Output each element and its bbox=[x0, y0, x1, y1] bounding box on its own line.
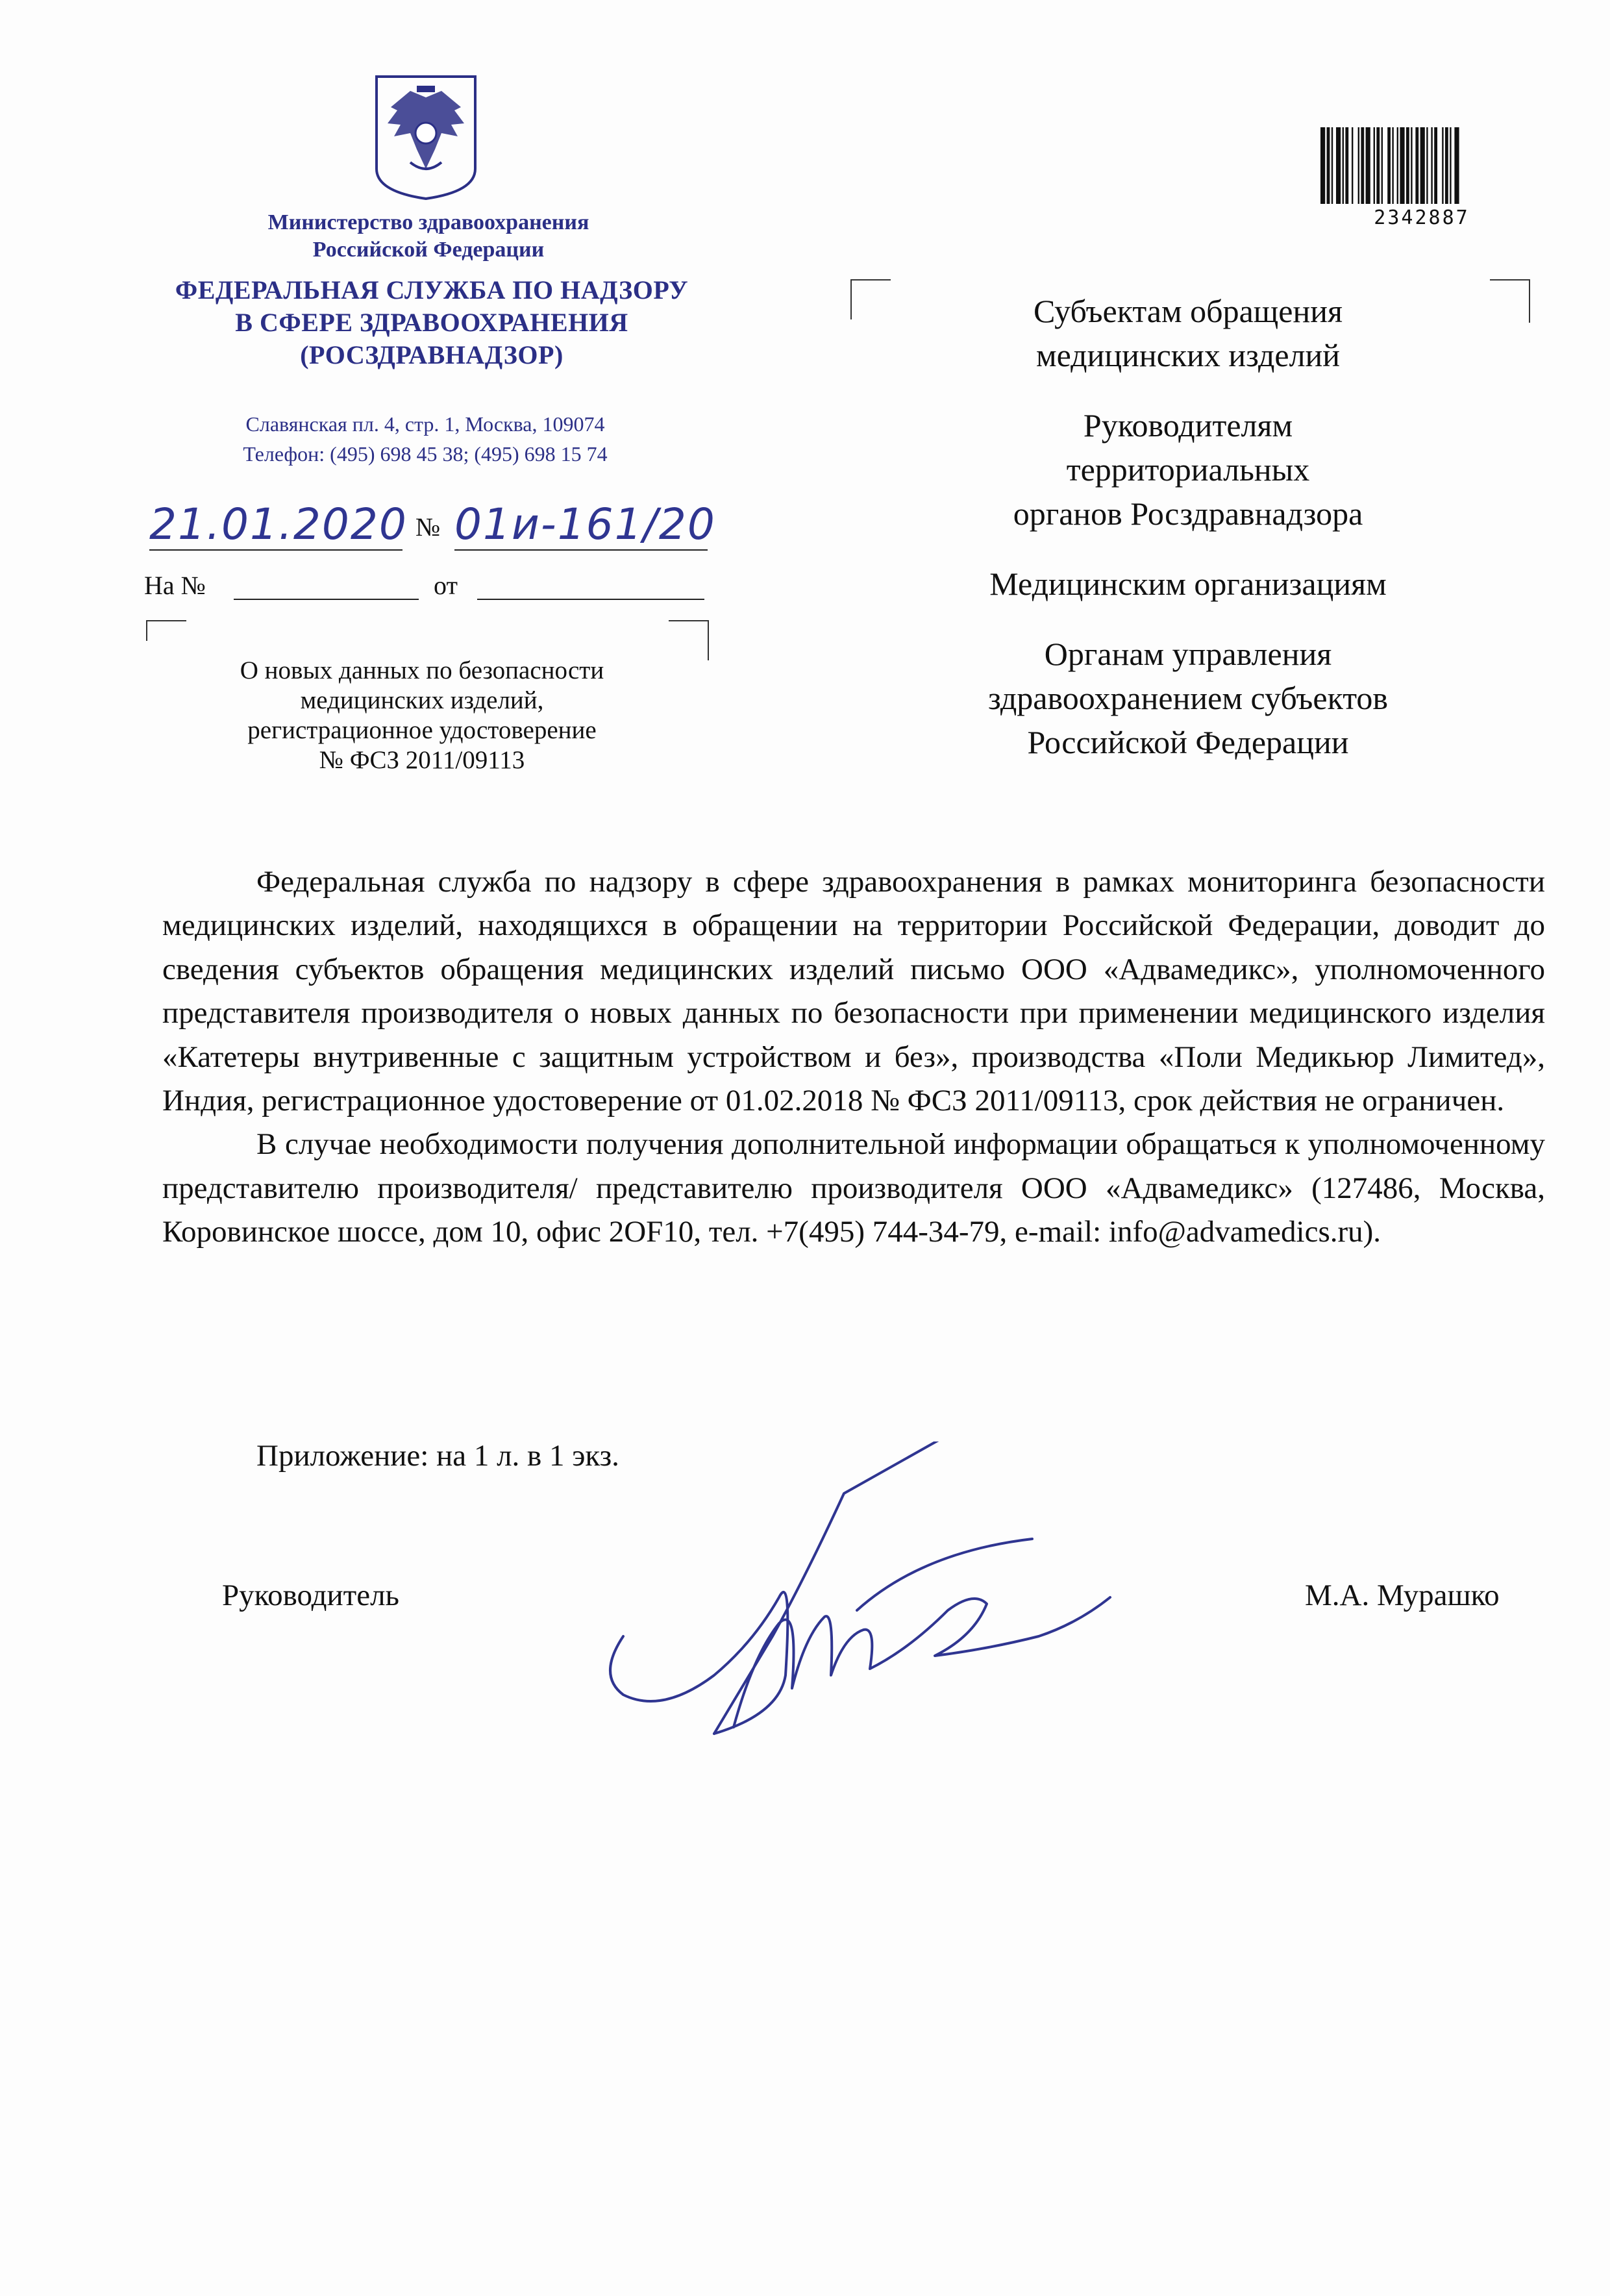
service-line-2: В СФЕРЕ ЗДРАВООХРАНЕНИЯ bbox=[235, 308, 628, 337]
subject-line-2: медицинских изделий, bbox=[300, 686, 544, 714]
letter-body bbox=[162, 860, 1545, 1254]
service-line-1: ФЕДЕРАЛЬНАЯ СЛУЖБА ПО НАДЗОРУ bbox=[175, 275, 689, 305]
signer-name: М.А. Мурашко bbox=[1305, 1578, 1500, 1612]
russian-coat-of-arms-icon bbox=[371, 71, 480, 201]
barcode-bar bbox=[1358, 127, 1359, 204]
reg-number: 01и-161/20 bbox=[454, 499, 716, 549]
subject-line-1: О новых данных по безопасности bbox=[240, 656, 604, 684]
subject-line-4: № ФСЗ 2011/09113 bbox=[319, 746, 525, 774]
phone: Телефон: (495) 698 45 38; (495) 698 15 74 bbox=[243, 442, 608, 466]
ministry-name bbox=[195, 209, 662, 264]
recipients-corner-left bbox=[850, 279, 891, 319]
address-block bbox=[188, 409, 662, 469]
barcode-number: 2342887 bbox=[1374, 206, 1470, 229]
barcode-bar bbox=[1352, 127, 1353, 204]
signer-role: Руководитель bbox=[222, 1578, 399, 1612]
barcode-bar bbox=[1374, 127, 1375, 204]
barcode-bar bbox=[1397, 127, 1398, 204]
barcode-bar bbox=[1361, 127, 1364, 204]
barcode-bar bbox=[1454, 127, 1459, 204]
ref-date-line bbox=[477, 599, 704, 600]
recipient-2-line-1: Руководителям bbox=[1083, 407, 1293, 443]
barcode-bar bbox=[1415, 127, 1418, 204]
barcode-bar bbox=[1366, 127, 1370, 204]
recipient-4-line-3: Российской Федерации bbox=[1027, 724, 1349, 760]
barcode-bar bbox=[1327, 127, 1330, 204]
barcode-bar bbox=[1434, 127, 1437, 204]
body-paragraph-2: В случае необходимости получения дополнительной информации обращаться к уполномоченному представителю производителя/ представителю производителя ООО «Адвамедикс» (127486, Москва, Коровинское шоссе, дом 10, офис 2OF10, тел. +7(495) 744-34-79, e-mail: info@advamedics.ru). bbox=[162, 1127, 1545, 1249]
recipient-4-line-2: здравоохранением субъектов bbox=[987, 680, 1389, 716]
reg-date: 21.01.2020 bbox=[149, 499, 408, 549]
ministry-line-1: Министерство здравоохранения bbox=[267, 210, 589, 234]
ref-label: На № bbox=[144, 571, 206, 600]
barcode-bar bbox=[1376, 127, 1380, 204]
reg-number-sign: № bbox=[415, 512, 441, 542]
barcode-bar bbox=[1420, 127, 1425, 204]
barcode-bar bbox=[1442, 127, 1443, 204]
barcode-bar bbox=[1445, 127, 1448, 204]
barcode-bar bbox=[1426, 127, 1428, 204]
barcode-bar bbox=[1411, 127, 1412, 204]
service-line-3: (РОСЗДРАВНАДЗОР) bbox=[300, 340, 564, 369]
barcode-bar bbox=[1400, 127, 1404, 204]
recipients-block bbox=[909, 289, 1467, 764]
barcode-bar bbox=[1392, 127, 1393, 204]
barcode-bar bbox=[1336, 127, 1341, 204]
body-paragraph-1: Федеральная служба по надзору в сфере здравоохранения в рамках мониторинга безопасности медицинских изделий, находящихся в обращении на территории Российской Федерации, доводит до сведения субъектов обращения медицинских изделий письмо ООО «Адвамедикс», уполномоченного представителя производителя о новых данных по безопасности при применении медицинского изделия «Катетеры внутривенные с защитным устройством и без», производства «Поли Медикьюр Лимитед», Индия, регистрационное удостоверение от 01.02.2018 № ФСЗ 2011/09113, срок действия не ограничен. bbox=[162, 865, 1545, 1118]
barcode-bar bbox=[1431, 127, 1432, 204]
barcode-bar bbox=[1387, 127, 1391, 204]
appendix: Приложение: на 1 л. в 1 экз. bbox=[256, 1439, 619, 1473]
ref-from-label: от bbox=[434, 571, 458, 600]
recipient-3: Медицинским организациям bbox=[989, 566, 1387, 602]
recipient-1-line-1: Субъектам обращения bbox=[1034, 293, 1343, 329]
barcode-bar bbox=[1381, 127, 1383, 204]
handwritten-signature bbox=[584, 1441, 1136, 1753]
ministry-line-2: Российской Федерации bbox=[312, 238, 545, 262]
reg-number-field bbox=[454, 493, 716, 551]
ref-number-line bbox=[234, 599, 419, 600]
barcode-bar bbox=[1450, 127, 1451, 204]
subject-corner-right bbox=[669, 620, 709, 660]
subject-corner-left bbox=[146, 620, 186, 641]
recipient-2-line-3: органов Росздравнадзора bbox=[1013, 495, 1363, 532]
barcode-bar bbox=[1320, 127, 1325, 204]
barcode-bar bbox=[1406, 127, 1409, 204]
recipient-1-line-2: медицинских изделий bbox=[1035, 337, 1341, 373]
reg-date-field bbox=[149, 493, 408, 551]
address: Славянская пл. 4, стр. 1, Москва, 109074 bbox=[245, 412, 605, 436]
recipient-2-line-2: территориальных bbox=[1066, 451, 1310, 488]
barcode-bar bbox=[1345, 127, 1348, 204]
subject-block bbox=[162, 656, 682, 775]
barcode-bar bbox=[1343, 127, 1344, 204]
service-name bbox=[156, 274, 708, 371]
recipient-4-line-1: Органам управления bbox=[1044, 636, 1332, 672]
recipients-corner-right bbox=[1490, 279, 1530, 323]
subject-line-3: регистрационное удостоверение bbox=[247, 716, 597, 744]
barcode bbox=[1318, 127, 1513, 205]
barcode-bar bbox=[1331, 127, 1333, 204]
